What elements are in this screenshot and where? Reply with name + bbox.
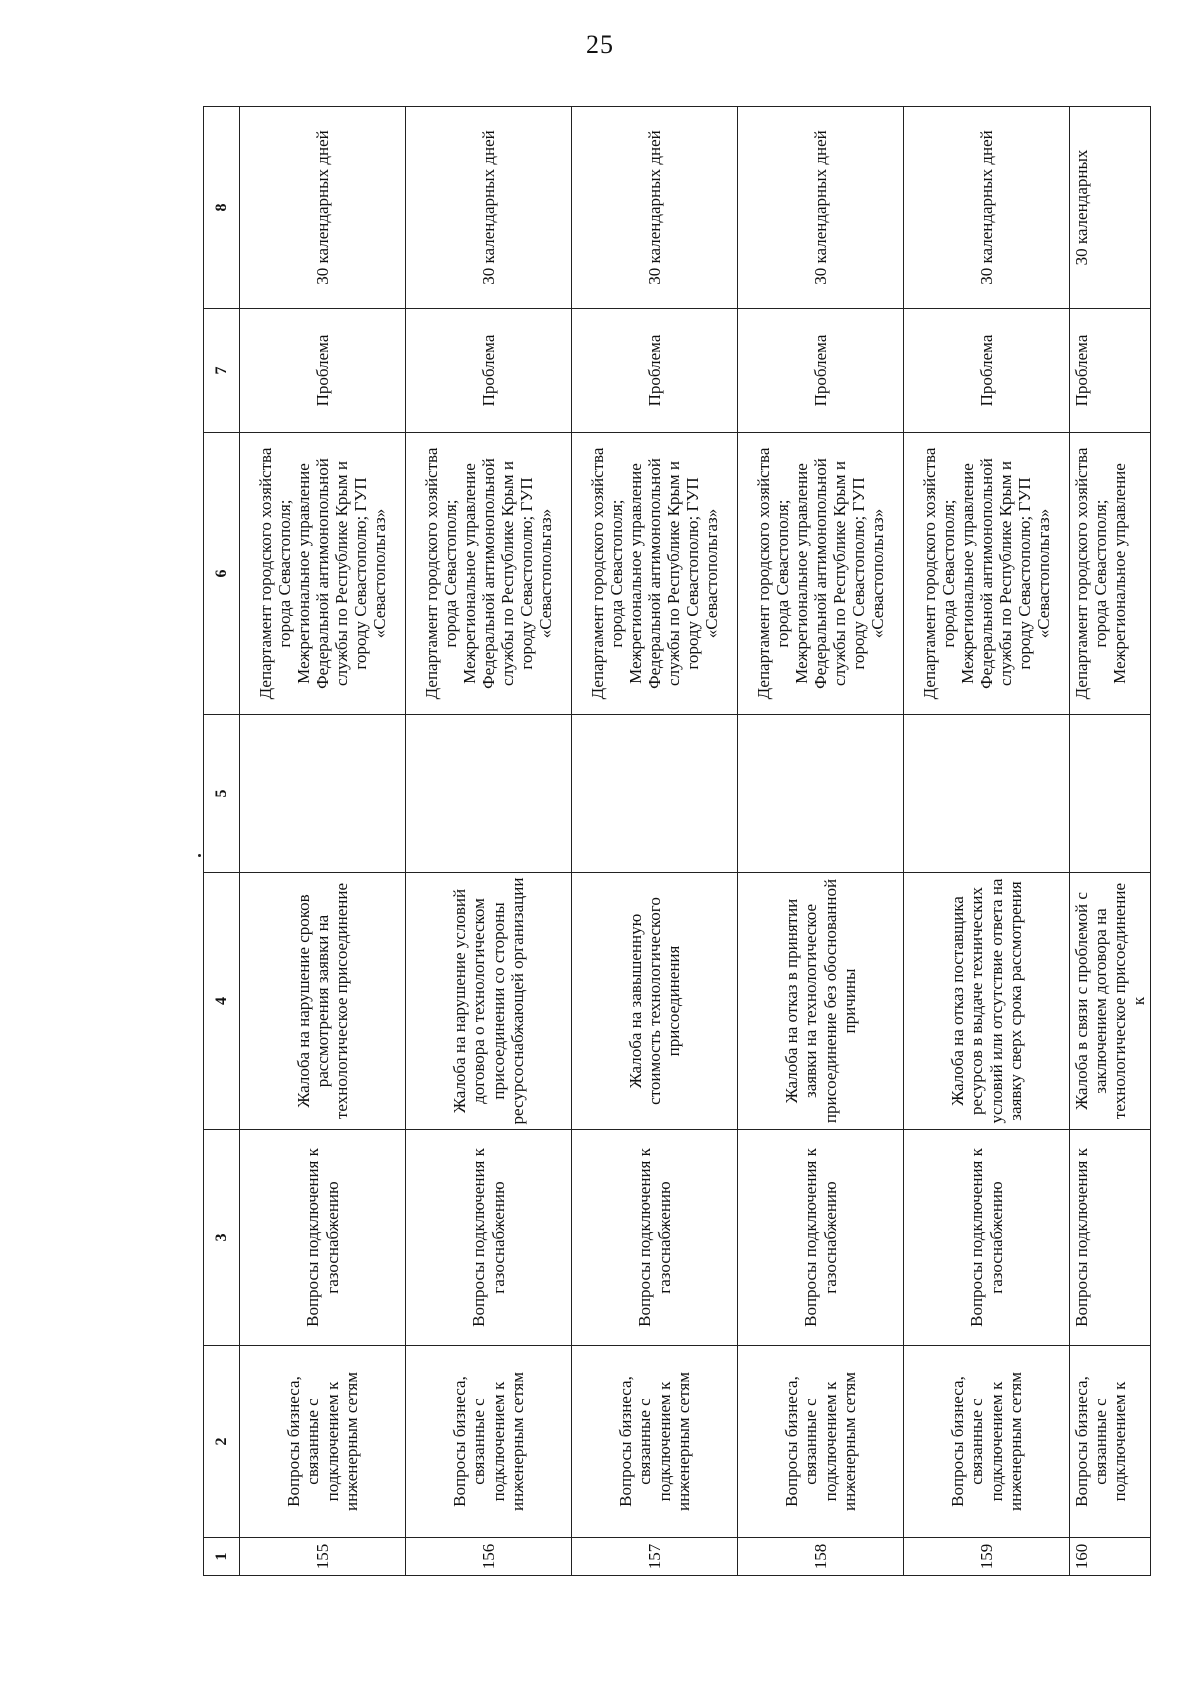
complaint-cell: Жалоба на отказ поставщика ресурсов в выдаче технических условий или отсутствие ответа на заявку сверх срока рассмотрения bbox=[904, 873, 1070, 1130]
type-cell: Проблема bbox=[904, 309, 1070, 433]
rotated-table-frame bbox=[203, 107, 1149, 1576]
column-number: 8 bbox=[204, 107, 240, 309]
row-number: 156 bbox=[406, 1538, 572, 1576]
responsible-bodies-cell: Департамент городского хозяйства города Севастополя; Межрегиональное управление Федеральной антимонопольной службы по Республике Крым и городу Севастополю; ГУП «Севастопольгаз» bbox=[572, 433, 738, 715]
table-wrapper bbox=[203, 107, 1149, 1576]
type-cell: Проблема bbox=[240, 309, 406, 433]
table-row bbox=[1070, 107, 1151, 1576]
responsible-bodies-cell: Департамент городского хозяйства города Севастополя; Межрегиональное управление Федеральной антимонопольной службы по Республике Крым и городу Севастополю; ГУП «Севастопольгаз» bbox=[738, 433, 904, 715]
business-issue-cell: Вопросы бизнеса, связанные с подключением к bbox=[1070, 1346, 1151, 1538]
empty-cell bbox=[904, 715, 1070, 873]
business-issue-cell: Вопросы бизнеса, связанные с подключением к инженерным сетям bbox=[406, 1346, 572, 1538]
column-number: 2 bbox=[204, 1346, 240, 1538]
table-row bbox=[904, 107, 1070, 1576]
responsible-bodies-cell: Департамент городского хозяйства города Севастополя; Межрегиональное управление Федеральной антимонопольной службы по Республике Крым и городу Севастополю; ГУП «Севастопольгаз» bbox=[406, 433, 572, 715]
complaint-cell: Жалоба на нарушение сроков рассмотрения заявки на технологическое присоединение bbox=[240, 873, 406, 1130]
row-number: 158 bbox=[738, 1538, 904, 1576]
empty-cell bbox=[738, 715, 904, 873]
table-row bbox=[406, 107, 572, 1576]
column-number: 6 bbox=[204, 433, 240, 715]
table-row bbox=[572, 107, 738, 1576]
table-row bbox=[240, 107, 406, 1576]
column-number: 7 bbox=[204, 309, 240, 433]
type-cell: Проблема bbox=[572, 309, 738, 433]
issue-category-cell: Вопросы подключения к bbox=[1070, 1130, 1151, 1346]
column-number: 3 bbox=[204, 1130, 240, 1346]
complaint-cell: Жалоба на завышенную стоимость технологического присоединения bbox=[572, 873, 738, 1130]
row-number: 155 bbox=[240, 1538, 406, 1576]
type-cell: Проблема bbox=[738, 309, 904, 433]
column-number: 5 bbox=[204, 715, 240, 873]
responsible-bodies-cell: Департамент городского хозяйства города Севастополя; Межрегиональное управление Федеральной антимонопольной службы по Республике Крым и городу Севастополю; ГУП «Севастопольгаз» bbox=[904, 433, 1070, 715]
document-table bbox=[203, 106, 1151, 1576]
complaint-cell: Жалоба на нарушение условий договора о технологическом присоединении со стороны ресурсоснабжающей организации bbox=[406, 873, 572, 1130]
complaint-cell: Жалоба на отказ в принятии заявки на технологическое присоединение без обоснованной причины bbox=[738, 873, 904, 1130]
deadline-cell: 30 календарных дней bbox=[240, 107, 406, 309]
complaint-cell: Жалоба в связи с проблемой с заключением договора на технологическое присоединение к bbox=[1070, 873, 1151, 1130]
row-number: 159 bbox=[904, 1538, 1070, 1576]
responsible-bodies-cell: Департамент городского хозяйства города Севастополя; Межрегиональное управление bbox=[1070, 433, 1151, 715]
empty-cell bbox=[406, 715, 572, 873]
deadline-cell: 30 календарных дней bbox=[904, 107, 1070, 309]
deadline-cell: 30 календарных дней bbox=[572, 107, 738, 309]
deadline-cell: 30 календарных дней bbox=[738, 107, 904, 309]
page-number: 25 bbox=[586, 30, 614, 59]
type-cell: Проблема bbox=[1070, 309, 1151, 433]
issue-category-cell: Вопросы подключения к газоснабжению bbox=[406, 1130, 572, 1346]
row-number: 157 bbox=[572, 1538, 738, 1576]
issue-category-cell: Вопросы подключения к газоснабжению bbox=[904, 1130, 1070, 1346]
deadline-cell: 30 календарных bbox=[1070, 107, 1151, 309]
scan-speck bbox=[198, 854, 201, 857]
responsible-bodies-cell: Департамент городского хозяйства города Севастополя; Межрегиональное управление Федеральной антимонопольной службы по Республике Крым и городу Севастополю; ГУП «Севастопольгаз» bbox=[240, 433, 406, 715]
deadline-cell: 30 календарных дней bbox=[406, 107, 572, 309]
issue-category-cell: Вопросы подключения к газоснабжению bbox=[240, 1130, 406, 1346]
column-number: 1 bbox=[204, 1538, 240, 1576]
empty-cell bbox=[1070, 715, 1151, 873]
issue-category-cell: Вопросы подключения к газоснабжению bbox=[738, 1130, 904, 1346]
business-issue-cell: Вопросы бизнеса, связанные с подключением к инженерным сетям bbox=[240, 1346, 406, 1538]
business-issue-cell: Вопросы бизнеса, связанные с подключением к инженерным сетям bbox=[572, 1346, 738, 1538]
row-number: 160 bbox=[1070, 1538, 1151, 1576]
column-number: 4 bbox=[204, 873, 240, 1130]
business-issue-cell: Вопросы бизнеса, связанные с подключением к инженерным сетям bbox=[738, 1346, 904, 1538]
table-row bbox=[738, 107, 904, 1576]
empty-cell bbox=[240, 715, 406, 873]
column-number-row bbox=[204, 107, 240, 1576]
empty-cell bbox=[572, 715, 738, 873]
issue-category-cell: Вопросы подключения к газоснабжению bbox=[572, 1130, 738, 1346]
business-issue-cell: Вопросы бизнеса, связанные с подключением к инженерным сетям bbox=[904, 1346, 1070, 1538]
type-cell: Проблема bbox=[406, 309, 572, 433]
